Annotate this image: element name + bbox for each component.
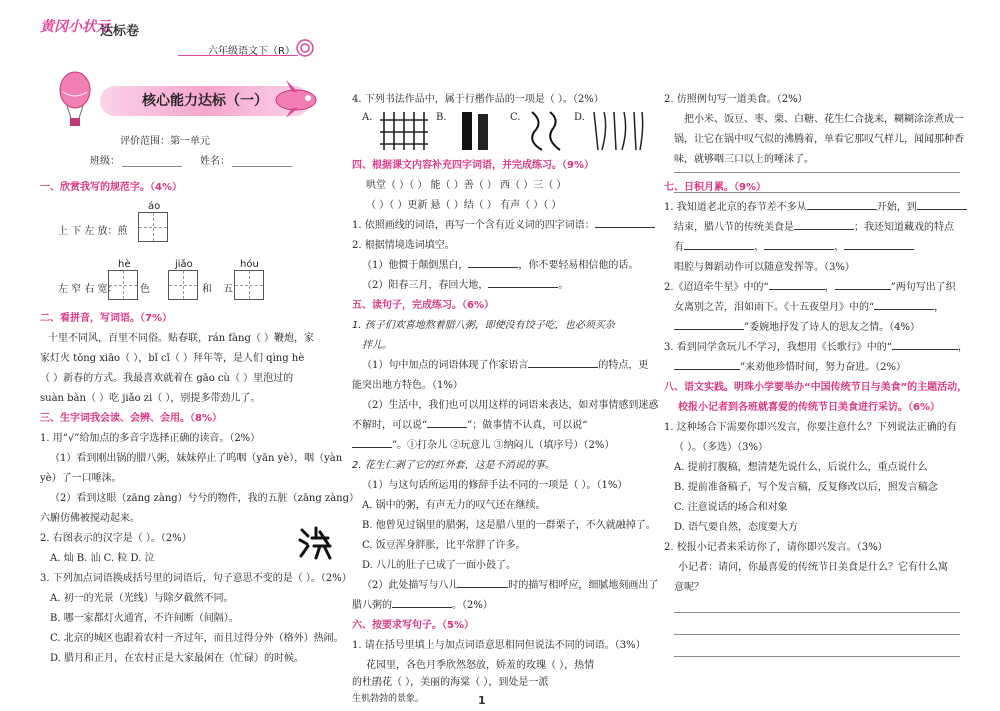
section-8-title-2: 校报小记者到各班就喜爱的传统节日美食进行采访。（6%）	[678, 402, 940, 413]
section-2-title: 二、看拼音，写词语。（7%）	[40, 313, 172, 324]
writing-grid-hou[interactable]	[234, 270, 264, 300]
writing-grid-he[interactable]	[108, 270, 138, 300]
section-5-title: 五、读句子，完成练习。（6%）	[352, 300, 494, 311]
s7-q2-input-c[interactable]	[874, 298, 934, 310]
s8-q2-answer-line-3[interactable]	[674, 656, 960, 657]
char-he: 和	[202, 284, 212, 295]
s5-q2-option-d[interactable]: D. 八儿的肚子已成了一面小鼓了。	[362, 560, 517, 571]
s6-q1: 1. 请在括号里填上与加点词语意思相同但说法不同的词语。（3%）	[352, 640, 646, 651]
s5-q1-2b: 不解时，可以说“ ”；做事情不认真，可以说“	[352, 416, 587, 435]
s3-q3-a[interactable]: A. 初一的光景（光线）与除夕截然不同。	[50, 593, 234, 604]
s5-q1-1b: 能突出地方特色。（1%）	[352, 380, 463, 391]
section-2-line-2: 家灯火 tōng xiāo（ ），bǐ cǐ（ ）拜年等，是人们 qìng hè	[40, 353, 305, 364]
s7-q3-b: ”来劝他珍惜时间，努力奋进。（2%）	[674, 358, 906, 377]
name-input[interactable]	[232, 166, 292, 167]
pinyin-jiao: jiǎo	[175, 259, 193, 270]
s5-q2-text: 2. 花生仁剥了它的红外套，这是不消说的事。	[352, 460, 555, 471]
s6-q1-line-a[interactable]: 花园里，各色月季欣然怒放，娇羞的玫瑰（ ），热情	[366, 660, 595, 671]
s8-q2-question-b: 意呢？	[674, 582, 704, 593]
s4-q1: 1. 依照画线的词语，再写一个含有近义词的四字词语：	[352, 216, 655, 235]
pinyin-hou: hóu	[240, 259, 259, 270]
s3-q1-2a: （2）看到这眼（zāng zàng）兮兮的物件，我的五脏（zāng zàng）	[50, 493, 360, 504]
calligraphy-image-a	[376, 108, 432, 154]
s7-q2-input-b[interactable]	[835, 278, 891, 290]
s7-q1-input-d[interactable]	[684, 238, 754, 250]
brand-logo: 黄冈小状元	[40, 19, 110, 35]
s8-q2: 2. 校报小记者来采访你了，请你即兴发言。（3%）	[664, 542, 888, 553]
s7-q3-input-b[interactable]	[674, 358, 740, 370]
char-wu: 五	[223, 284, 233, 295]
section-4-title: 四、根据课文内容补充四字词语，并完成练习。（9%）	[352, 160, 594, 171]
s3-q1-1b: yè）了一口唾沫。	[40, 473, 122, 484]
s8-q1-b: （ ）。（多选）（3%）	[674, 442, 769, 453]
calligraphy-option-b[interactable]: B.	[436, 112, 447, 123]
s4-idioms-row-2[interactable]: （ ）（ ）更新 悬（ ）结（ ） 有声（ ）（ ）	[366, 200, 562, 211]
s7-q2-a: 2.《迢迢牵牛星》中的“ ， ”两句写出了织	[664, 278, 956, 297]
header-underline	[178, 55, 298, 56]
s5-q2-option-b[interactable]: B. 他曾见过锅里的腊粥，这是腊八里的一群栗子，不久就融掉了。	[362, 520, 656, 531]
s8-q2-answer-line-2[interactable]	[674, 634, 960, 635]
s3-q2-options[interactable]: A. 灿 B. 汕 C. 粒 D. 泣	[50, 553, 155, 564]
s5-q1-1-input[interactable]	[528, 356, 598, 368]
s4-q2: 2. 根据情境选词填空。	[352, 240, 455, 251]
s6-q2-example-c: 味，就够咽三口以上的唾沫了。	[674, 154, 814, 165]
calligraphy-image-b	[450, 108, 500, 154]
brand-subtitle: 达标卷	[100, 24, 140, 39]
scope-label: 评价范围：第一单元	[120, 136, 210, 147]
s8-q2-question-a: 小记者：请问，你最喜爱的传统节日美食是什么？它有什么寓	[678, 562, 948, 573]
calligraphy-image-c	[524, 108, 568, 154]
s7-q2-input-a[interactable]	[769, 278, 825, 290]
s3-q3: 3. 下列加点词语换成括号里的词语后，句子意思不变的是（ ）。（2%）	[40, 573, 352, 584]
s3-q1-1a: （1）看到刚出锅的腊八粥，妹妹停止了呜咽（yān yè），咽（yàn	[50, 453, 343, 464]
section-3-title: 三、生字词我会读、会辨、会用。（8%）	[40, 413, 222, 424]
class-label: 班级：	[90, 156, 120, 167]
s3-q3-d[interactable]: D. 腊月和正月，在农村正是大家最闲在（忙碌）的时候。	[50, 653, 305, 664]
s6-q2-answer-line-1[interactable]	[674, 172, 960, 173]
s5-q1-2c: ”。①打杂儿 ②玩意儿 ③纳闷儿（填序号）（2%）	[352, 436, 614, 455]
pinyin-ao: áo	[148, 201, 161, 212]
s4-q4: 4. 下列书法作品中，属于行楷作品的一项是（ ）。（2%）	[352, 94, 604, 105]
s4-idioms-row-1[interactable]: 哄堂（ ）（ ） 能（ ）善（ ） 西（ ）三（ ）	[366, 180, 567, 191]
calligraphy-image-d	[588, 108, 648, 154]
s5-q1-1: （1）句中加点的词语体现了作家语言 的特点，更	[362, 356, 648, 375]
section-2-line-1: 十里不同风，百里不同俗。贴春联，rán fàng（ ）鞭炮，家	[48, 333, 315, 344]
writing-grid-ao[interactable]	[138, 212, 168, 242]
page-number: 1	[478, 694, 486, 707]
rule-top-bottom: 上 下 左 放：煎	[58, 226, 128, 237]
grade-label: 六年级语文下（R）	[208, 46, 295, 57]
s8-q2-answer-line-1[interactable]	[674, 612, 960, 613]
s5-q2-option-a[interactable]: A. 锅中的粥，有声无力的叹气还在继续。	[362, 500, 546, 511]
airplane-icon	[268, 76, 324, 120]
calligraphy-option-d[interactable]: D.	[574, 112, 585, 123]
s3-q3-c[interactable]: C. 北京的城区也跟着农村一齐过年，而且过得分外（格外）热闹。	[50, 633, 344, 644]
s5-q2-2b: 腊八粥的 。（2%）	[352, 596, 493, 615]
s8-q1-a: 1. 这种场合下需要你即兴发言，你要注意什么？下列说法正确的有	[664, 422, 957, 433]
section-8-title-1: 八、语文实践。明珠小学要举办“中国传统节日与美食”的主题活动，	[664, 382, 968, 393]
s7-q2-input-d[interactable]	[674, 318, 744, 330]
ancient-character-figure	[298, 524, 334, 560]
s6-q1-line-c: 生机勃勃的景象。	[352, 694, 425, 704]
section-2-line-3: （ ）新春的方式。我最喜欢就着在 gāo cù（ ）里泡过的	[40, 373, 294, 384]
s7-q1-d: 唱腔与舞蹈动作可以随意发挥等。（3%）	[674, 262, 855, 273]
s3-q1: 1. 用“√”给加点的多音字选择正确的读音。（2%）	[40, 433, 261, 444]
s6-q1-line-b[interactable]: 的杜鹃花（ ），美丽的海棠（ ），到处是一派	[352, 677, 549, 688]
s7-q1-c: 有 、 、	[674, 238, 914, 257]
s8-q1-option-a[interactable]: A. 提前打腹稿，想清楚先说什么，后说什么，重点说什么	[674, 462, 928, 473]
pinyin-he: hè	[118, 259, 131, 270]
s6-q2-example-b: 锅，让它在锅中叹气似的沸腾着，单看它那叹气样儿，闻闻那种香	[674, 134, 964, 145]
s7-q1-input-c[interactable]	[794, 218, 854, 230]
s5-q1-text-a: 1. 孩子们欢喜地熬着腊八粥，即使没有饺子吃，也必须买杂	[352, 320, 615, 331]
section-7-title: 七、日积月累。（9%）	[664, 182, 766, 193]
section-1-title: 一、欣赏我写的规范字。（4%）	[40, 182, 182, 193]
s5-q2-2: （2）此处描写与八儿 时的描写相呼应，细腻地刻画出了	[362, 576, 658, 595]
s4-q2-2-input[interactable]	[488, 276, 558, 288]
swirl-icon	[295, 38, 315, 58]
calligraphy-option-c[interactable]: C.	[510, 112, 521, 123]
s5-q1-2-input-b[interactable]	[352, 436, 392, 448]
s6-q2-example-a: 把小米、饭豆、枣、栗、白糖、花生仁合拢来，糊糊涂涂煮成一	[684, 114, 964, 125]
s7-q1-b: 结束，腊八节的传统美食是 ；我还知道藏戏的特点	[674, 218, 954, 237]
hot-air-balloon-icon	[58, 70, 92, 130]
rule-left-right: 左 窄 右 宽：	[58, 284, 118, 295]
s5-q1-text-b: 拌儿。	[362, 340, 392, 351]
s5-q2-2-input-b[interactable]	[392, 596, 452, 608]
s3-q2: 2. 右图表示的汉字是（ ）。（2%）	[40, 533, 192, 544]
s5-q2-option-c[interactable]: C. 饭豆浑身胖胀，比平常胖了许多。	[362, 540, 526, 551]
s8-q1-option-c[interactable]: C. 注意说话的场合和对象	[674, 502, 788, 513]
calligraphy-option-a[interactable]: A.	[362, 112, 373, 123]
s6-q2: 2. 仿照例句写一道美食。（2%）	[664, 94, 808, 105]
page-title: 核心能力达标（一）	[100, 86, 310, 116]
s7-q2-b: 女离别之苦，泪如雨下。《十五夜望月》中的“ ，	[674, 298, 944, 317]
section-6-title: 六、按要求写句子。（5%）	[352, 620, 474, 631]
s7-q1-input-f[interactable]	[844, 238, 914, 250]
writing-grid-jiao[interactable]	[168, 270, 198, 300]
s8-q1-option-b[interactable]: B. 提前准备稿子，写个发言稿，反复修改以后，照发言稿念	[674, 482, 938, 493]
s7-q3-a: 3. 看到同学贪玩儿不学习，我想用《长歌行》中的“ ，	[664, 338, 968, 357]
s4-q1-input[interactable]	[595, 216, 655, 228]
name-label: 姓名：	[200, 156, 230, 167]
s7-q1-input-a[interactable]	[807, 198, 877, 210]
s7-q2-c: ”委婉地抒发了诗人的思友之情。（4%）	[674, 318, 920, 337]
s5-q2-1: （1）与这句话所运用的修辞手法不同的一项是（ ）。（1%）	[362, 480, 628, 491]
s7-q1-input-e[interactable]	[764, 238, 834, 250]
s4-q2-1: （1）他惯于颠倒黑白， ，你不要轻易相信他的话。	[362, 256, 638, 275]
s7-q1-input-b[interactable]	[917, 198, 967, 210]
s5-q2-2-input-a[interactable]	[458, 576, 508, 588]
char-se: 色	[140, 284, 150, 295]
s8-q1-option-d[interactable]: D. 语气要自然，态度要大方	[674, 522, 799, 533]
s4-q2-1-input[interactable]	[468, 256, 518, 268]
s7-q1-a: 1. 我知道老北京的春节差不多从 开始，到	[664, 198, 967, 217]
section-2-line-4: suàn bàn（ ）吃 jiǎo zi（ ），别提多带劲儿了。	[40, 393, 261, 404]
class-input[interactable]	[122, 166, 182, 167]
s5-q1-2-input-a[interactable]	[427, 416, 467, 428]
s3-q1-2b: 六腑仿佛被搅动起来。	[40, 513, 140, 524]
s5-q1-2: （2）生活中，我们也可以用这样的词语来表达，如对事情感到迷惑	[362, 400, 659, 411]
s3-q3-b[interactable]: B. 哪一家都灯火通宵，不许间断（间隔）。	[50, 613, 239, 624]
s7-q3-input-a[interactable]	[892, 338, 958, 350]
s4-q2-2: （2）阳春三月，春回大地， 。	[362, 276, 568, 295]
